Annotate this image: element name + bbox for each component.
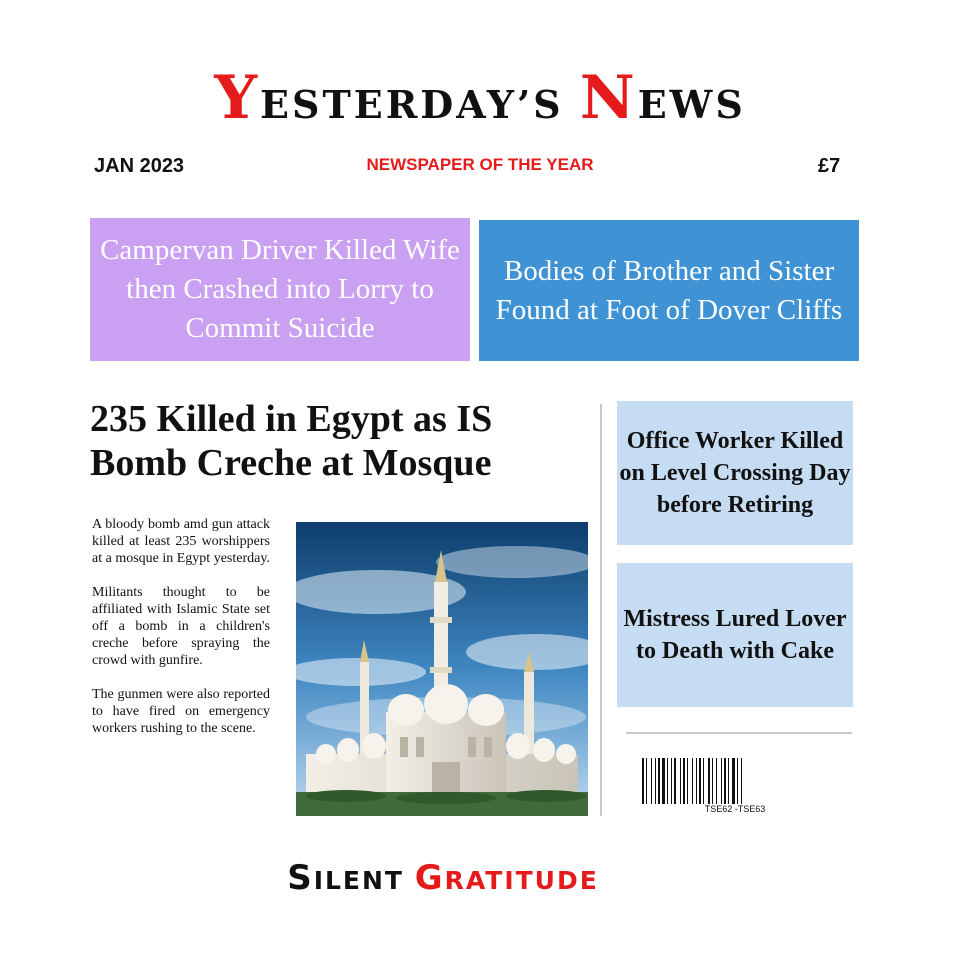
top-headline-campervan-text: Campervan Driver Killed Wife then Crashed into Lorry to Commit Suicide [100,234,460,344]
story-paragraph-3: The gunmen were also reported to have fired on emergency workers rushing to the scene. [92,687,270,736]
barcode-number: TSE62 -TSE63 [704,804,766,814]
cover-price: £7 [818,155,841,177]
barcode-divider [626,732,852,734]
side-headline-office-worker [617,401,853,545]
top-headline-campervan [90,218,470,361]
masthead-word-yesterdays: ESTERDAY’S [260,82,580,127]
top-headline-dover [479,220,859,361]
side-headline-mistress-text: Mistress Lured Lover to Death with Cake [623,606,847,664]
side-headline-office-worker-text: Office Worker Killed on Level Crossing Day before Retiring [619,428,851,518]
masthead-initial-y: Y [214,63,261,133]
issue-date: JAN 2023 [94,155,185,177]
barcode [640,758,830,806]
footer-initial-g: G [414,858,445,898]
side-headline-mistress [617,563,853,707]
story-paragraph-1: A bloody bomb amd gun attack killed at least 235 worshippers at a mosque in Egypt yesterday. [92,517,270,566]
mosque-photo [296,522,588,816]
masthead-word-news: EWS [637,82,746,127]
footer-word-gratitude: RATITUDE [444,866,599,895]
story-paragraph-2: Militants thought to be affiliated with Islamic State set off a bomb in a children's creche before spraying the crowd with gunfire. [92,585,270,668]
main-headline: 235 Killed in Egypt as IS Bomb Creche at Mosque [90,398,493,484]
top-headline-dover-text: Bodies of Brother and Sister Found at Foot of Dover Cliffs [495,254,843,326]
column-divider [600,404,602,816]
tagline: NEWSPAPER OF THE YEAR [366,155,594,174]
masthead-title [0,63,960,137]
footer-initial-s: S [287,858,314,898]
footer-title [0,858,886,898]
masthead-initial-n: N [579,63,638,133]
footer-word-silent: ILENT [313,866,415,895]
main-story-body [92,516,270,754]
